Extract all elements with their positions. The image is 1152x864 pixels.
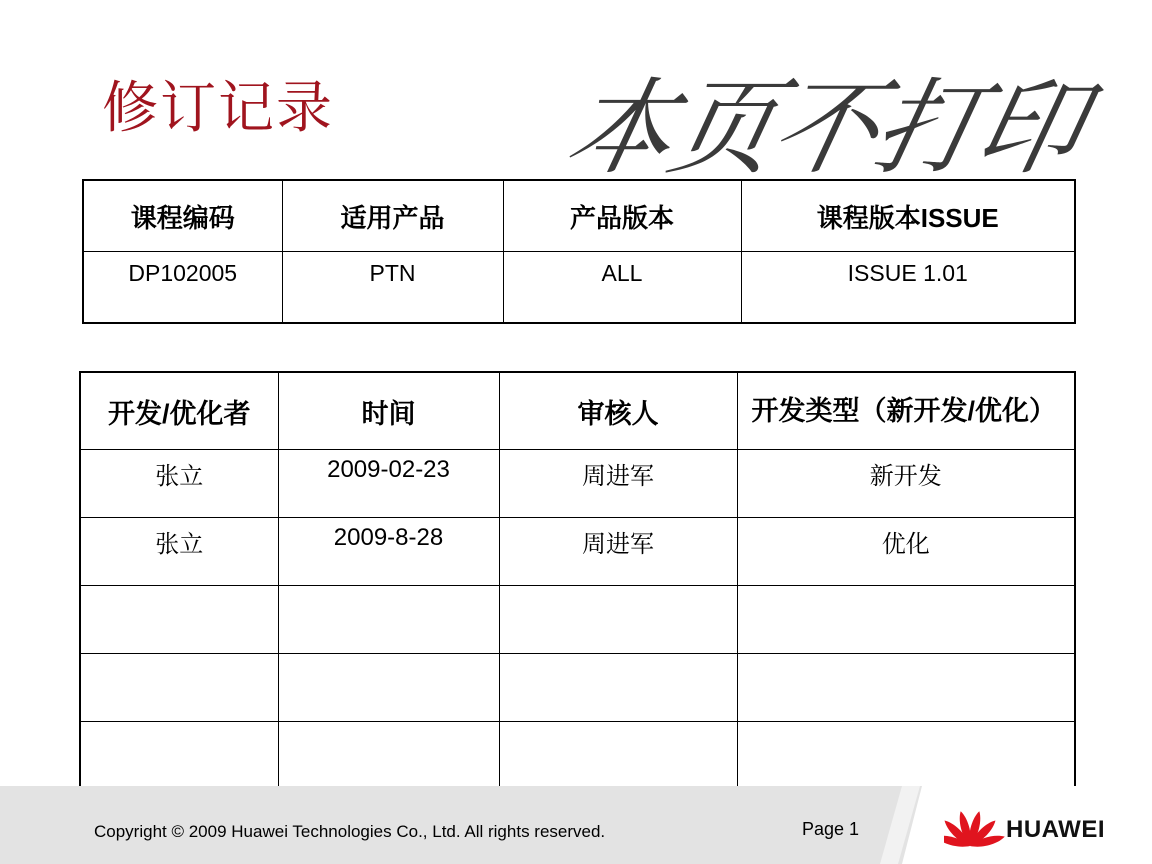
table-cell: 张立	[80, 450, 278, 518]
table-cell: PTN	[282, 252, 503, 324]
table-cell	[278, 586, 499, 654]
table-cell	[80, 586, 278, 654]
header-cell: 适用产品	[282, 180, 503, 252]
table-header-row	[83, 180, 1075, 252]
table-cell: 周进军	[499, 518, 737, 586]
table-cell	[737, 654, 1075, 722]
table-cell: 2009-8-28	[278, 518, 499, 586]
table-cell: 周进军	[499, 450, 737, 518]
table-header-row	[80, 372, 1075, 450]
table-cell	[278, 722, 499, 791]
table-cell	[499, 586, 737, 654]
header-cell: 审核人	[499, 372, 737, 450]
table-cell: 优化	[737, 518, 1075, 586]
table-row	[80, 722, 1075, 791]
copyright-text: Copyright © 2009 Huawei Technologies Co., Ltd. All rights reserved.	[94, 822, 606, 841]
table-cell: 张立	[80, 518, 278, 586]
table-row	[80, 586, 1075, 654]
watermark-text: 本页不打印	[557, 67, 1094, 189]
table-cell: 新开发	[737, 450, 1075, 518]
header-cell: 开发类型（新开发/优化）	[737, 372, 1075, 450]
table-row	[80, 654, 1075, 722]
table-cell: 2009-02-23	[278, 450, 499, 518]
table-cell	[737, 586, 1075, 654]
table-cell	[80, 722, 278, 791]
table-cell	[499, 654, 737, 722]
table-cell	[278, 654, 499, 722]
header-cell: 开发/优化者	[80, 372, 278, 450]
header-cell: 课程版本ISSUE	[741, 180, 1075, 252]
page-number: Page 1	[802, 819, 860, 839]
header-cell: 产品版本	[503, 180, 741, 252]
table-cell: ISSUE 1.01	[741, 252, 1075, 324]
header-cell: 课程编码	[83, 180, 282, 252]
table-cell	[80, 654, 278, 722]
table-row	[83, 252, 1075, 324]
logo-text: HUAWEI	[1006, 816, 1105, 843]
header-cell: 时间	[278, 372, 499, 450]
table-cell: DP102005	[83, 252, 282, 324]
table-row	[80, 518, 1075, 586]
revision-table	[79, 371, 1076, 791]
table-cell: ALL	[503, 252, 741, 324]
table-cell	[737, 722, 1075, 791]
course-info-table	[82, 179, 1076, 324]
slide-title: 修订记录	[102, 76, 334, 141]
table-row	[80, 450, 1075, 518]
table-cell	[499, 722, 737, 791]
